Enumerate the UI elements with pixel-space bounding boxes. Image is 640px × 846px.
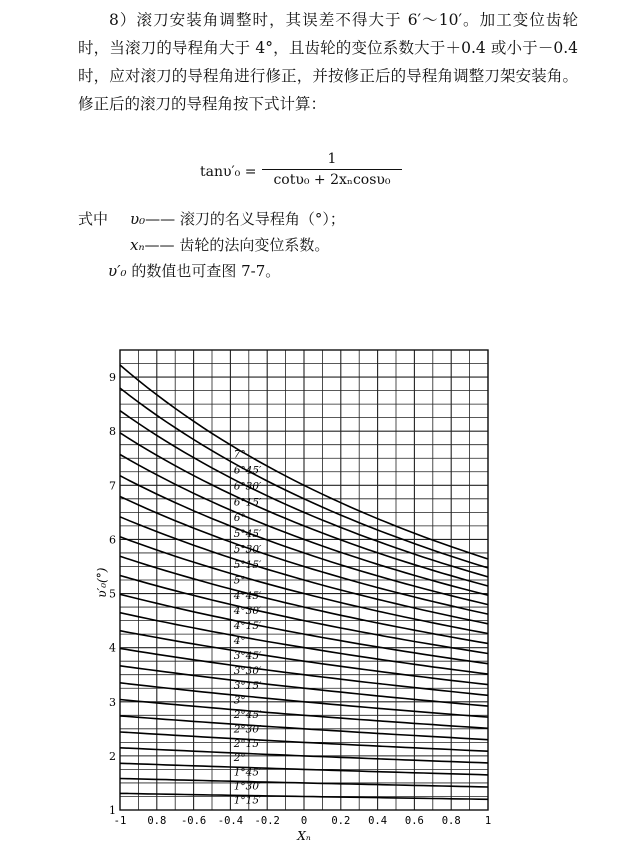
definition-text: —— 齿轮的法向变位系数。 [144, 236, 330, 254]
definition-symbol: υ₀ [130, 210, 146, 228]
x-tick-label: -0.6 [180, 815, 207, 827]
series-label: 5°15′ [233, 559, 262, 572]
series-label: 7° [233, 448, 246, 461]
body-text [78, 6, 578, 118]
x-axis-label: Xₙ [297, 829, 311, 843]
y-tick-label: 5 [109, 587, 116, 601]
series-label: 6°30′ [233, 480, 262, 493]
x-tick-label: 0.8 [441, 815, 461, 827]
y-tick-label: 6 [109, 533, 116, 547]
fraction-bar [262, 169, 402, 170]
series-label: 4° [233, 635, 246, 648]
x-tick-label: -1 [113, 815, 127, 827]
x-tick-label: 1 [484, 815, 492, 827]
y-axis-label: υ′₀(°) [95, 567, 109, 598]
y-tick-label: 3 [109, 695, 116, 709]
series-label: 3°45′ [233, 650, 262, 663]
series-label: 5° [233, 574, 246, 587]
formula-numerator: 1 [327, 151, 337, 167]
note-symbol: υ′₀ [108, 262, 127, 280]
x-tick-label: -0.4 [217, 815, 244, 827]
x-tick-label: -0.2 [254, 815, 280, 827]
x-tick-label: 0.8 [147, 815, 167, 827]
chart-reference-note [108, 260, 280, 281]
definition-symbol: xₙ [130, 236, 145, 254]
paragraph-hob-angle: 8）滚刀安装角调整时，其误差不得大于 6′～10′。加工变位齿轮时，当滚刀的导程角大于 4°，且齿轮的变位系数大于＋0.4 或小于－0.4 时，应对滚刀的导程角进行修正，并按修正后的导程角调整刀架安装角。修正后的滚刀的导程角按下式计算： [78, 11, 578, 113]
series-label: 4°45′ [233, 589, 262, 602]
series-label: 1°45′ [233, 766, 262, 779]
x-tick-label: 0 [300, 815, 308, 827]
where-label: 式中 [78, 210, 109, 228]
x-tick-label: 0.2 [331, 815, 351, 827]
formula-denominator: cotυ₀ + 2xₙcosυ₀ [273, 172, 391, 188]
series-label: 6°45′ [233, 464, 262, 477]
y-tick-label: 4 [109, 641, 116, 655]
y-tick-label: 1 [109, 804, 116, 817]
series-label: 6°15′ [233, 496, 262, 509]
x-tick-label: 0.6 [404, 815, 424, 827]
definition-text: —— 滚刀的名义导程角（°）； [145, 210, 345, 228]
series-label: 1°15′ [233, 794, 262, 807]
series-label: 1°30′ [233, 780, 262, 793]
series-label: 3°15′ [233, 679, 262, 692]
y-tick-label: 8 [109, 425, 116, 439]
y-tick-label: 9 [109, 371, 116, 385]
y-tick-label: 7 [109, 479, 116, 493]
note-text: 的数值也可查图 7-7。 [126, 262, 281, 280]
x-tick-label: 0.4 [368, 815, 388, 827]
series-label: 2°30′ [233, 723, 262, 736]
symbol-definitions [78, 206, 345, 258]
series-label: 4°30′ [233, 605, 262, 618]
chart-svg [95, 340, 520, 845]
series-label: 2°45′ [233, 708, 262, 721]
lead-angle-chart [95, 340, 520, 845]
definition-row [78, 206, 345, 232]
series-label: 2°15′ [233, 737, 262, 750]
y-tick-label: 2 [109, 749, 116, 763]
series-label: 4°15′ [233, 620, 262, 633]
series-label: 3° [233, 694, 246, 707]
series-label: 5°45′ [233, 527, 262, 540]
formula-fraction [262, 150, 402, 189]
series-label: 2° [233, 752, 246, 765]
series-label: 3°30′ [233, 665, 262, 678]
formula-lhs: tanυ′₀ = [200, 164, 257, 180]
series-label: 5°30′ [233, 543, 262, 556]
series-label: 6° [233, 512, 246, 525]
definition-row [78, 232, 345, 258]
